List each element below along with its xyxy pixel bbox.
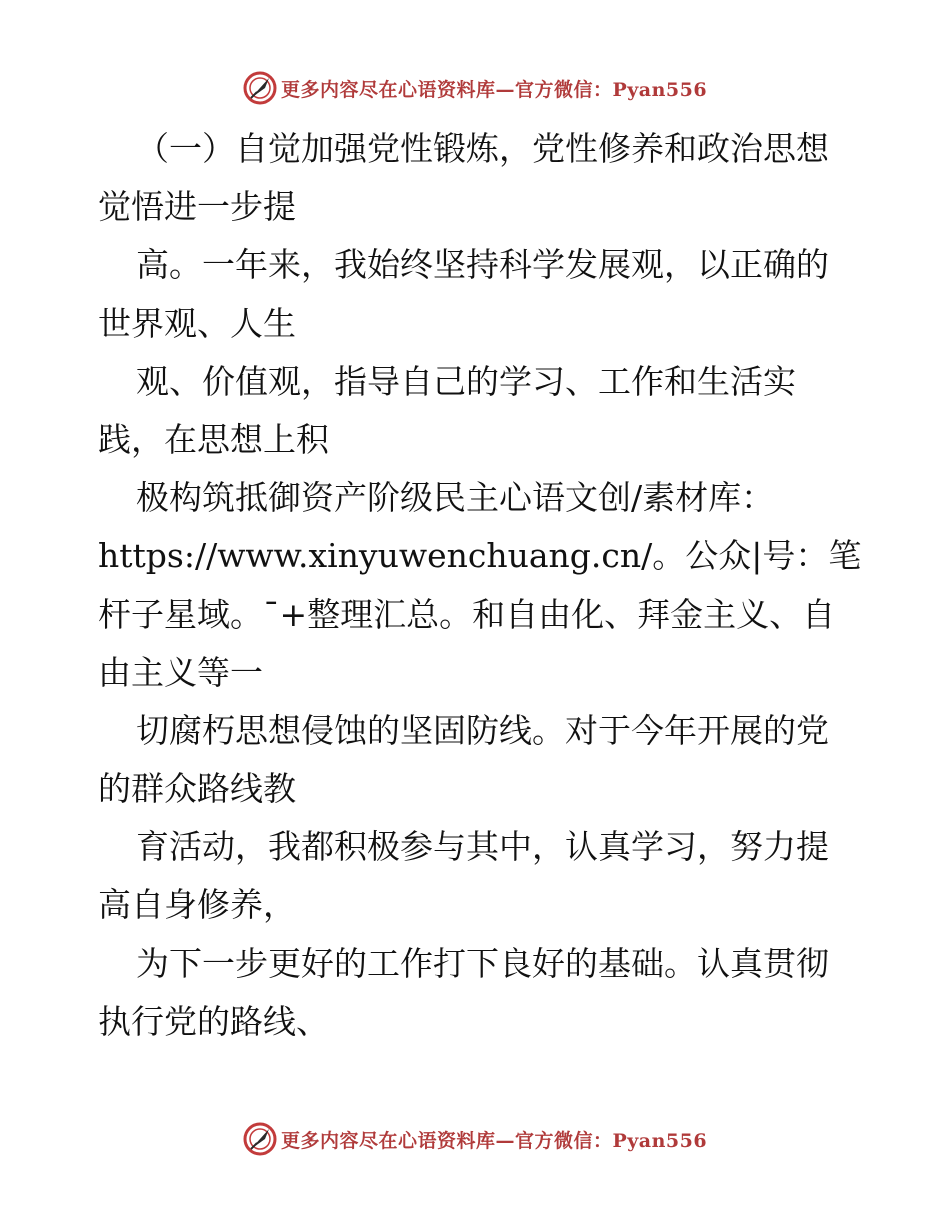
body-line: 高自身修养， (98, 885, 296, 925)
body-line: 执行党的路线、 (98, 1001, 329, 1041)
body-line: 观、价值观，指导自己的学习、工作和生活实 (136, 361, 796, 401)
quill-logo-icon (243, 1122, 277, 1156)
body-line: 的群众路线教 (98, 769, 296, 809)
body-line-url: https://www.xinyuwenchuang.cn/。公众|号：笔 (98, 536, 862, 576)
body-line: 觉悟进一步提 (98, 187, 296, 227)
header-banner-text: 更多内容尽在心语资料库—官方微信：Pyan556 (280, 78, 708, 101)
footer-banner (0, 1122, 950, 1156)
body-line: 育活动，我都积极参与其中，认真学习，努力提 (136, 827, 829, 867)
body-line: 为下一步更好的工作打下良好的基础。认真贯彻 (136, 943, 829, 983)
body-line: 极构筑抵御资产阶级民主心语文创/素材库： (136, 478, 775, 518)
body-line: （一）自觉加强党性锻炼，党性修养和政治思想 (136, 129, 829, 168)
body-line: 切腐朽思想侵蚀的坚固防线。对于今年开展的党 (136, 710, 829, 750)
quill-logo-icon (243, 71, 277, 105)
header-banner (0, 71, 950, 105)
footer-banner-text: 更多内容尽在心语资料库—官方微信：Pyan556 (280, 1129, 708, 1152)
body-line: 高。一年来，我始终坚持科学发展观，以正确的 (136, 245, 829, 285)
body-line: 世界观、人生 (98, 303, 296, 343)
body-line: 由主义等一 (98, 652, 263, 692)
body-line: 杆子星域。¯+整理汇总。和自由化、拜金主义、自 (98, 594, 836, 634)
document-body (98, 120, 862, 1051)
body-line: 践，在思想上积 (98, 419, 329, 459)
